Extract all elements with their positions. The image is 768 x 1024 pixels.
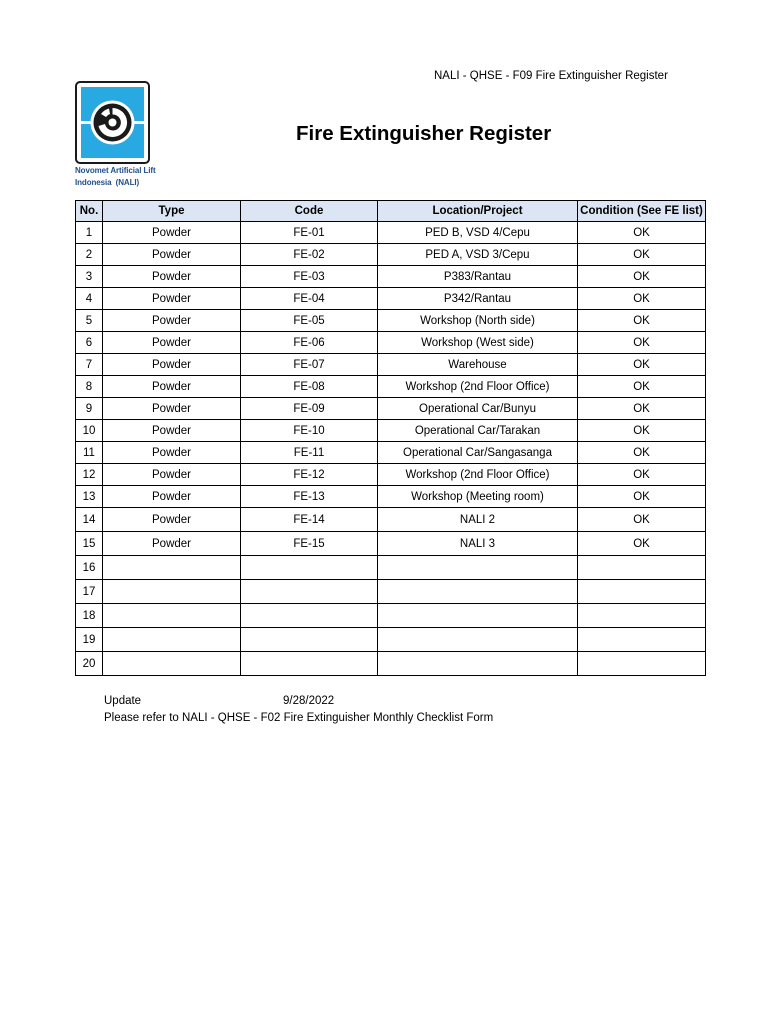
table-row [76, 628, 706, 652]
cell-code[interactable]: FE-09 [241, 398, 378, 420]
cell-code[interactable] [241, 628, 378, 652]
cell-location[interactable] [378, 604, 578, 628]
cell-no[interactable]: 20 [76, 652, 103, 676]
cell-code[interactable]: FE-14 [241, 508, 378, 532]
cell-type[interactable]: Powder [103, 354, 241, 376]
cell-no[interactable]: 14 [76, 508, 103, 532]
cell-location[interactable]: NALI 3 [378, 532, 578, 556]
table-row [76, 532, 706, 556]
cell-condition[interactable]: OK [578, 310, 706, 332]
table-row [76, 556, 706, 580]
cell-no[interactable]: 8 [76, 376, 103, 398]
table-row [76, 266, 706, 288]
cell-condition[interactable]: OK [578, 420, 706, 442]
cell-location[interactable]: Warehouse [378, 354, 578, 376]
cell-type[interactable]: Powder [103, 244, 241, 266]
col-header-condition: Condition (See FE list) [578, 201, 706, 222]
cell-type[interactable]: Powder [103, 464, 241, 486]
table-row [76, 652, 706, 676]
cell-location[interactable] [378, 580, 578, 604]
cell-no[interactable]: 9 [76, 398, 103, 420]
cell-condition[interactable]: OK [578, 222, 706, 244]
cell-condition[interactable]: OK [578, 266, 706, 288]
col-header-location: Location/Project [378, 201, 578, 222]
cell-location[interactable]: P342/Rantau [378, 288, 578, 310]
cell-type[interactable] [103, 556, 241, 580]
cell-no[interactable]: 12 [76, 464, 103, 486]
update-date: 9/28/2022 [283, 695, 335, 707]
cell-code[interactable]: FE-03 [241, 266, 378, 288]
cell-location[interactable]: Workshop (West side) [378, 332, 578, 354]
cell-location[interactable]: Operational Car/Bunyu [378, 398, 578, 420]
table-row [76, 486, 706, 508]
cell-no[interactable]: 5 [76, 310, 103, 332]
cell-location[interactable]: PED B, VSD 4/Cepu [378, 222, 578, 244]
cell-type[interactable]: Powder [103, 310, 241, 332]
cell-location[interactable]: Workshop (2nd Floor Office) [378, 376, 578, 398]
logo-line-2: Indonesia (NALI) [75, 178, 140, 187]
document-code: NALI - QHSE - F09 Fire Extinguisher Register [434, 70, 668, 82]
table-row [76, 464, 706, 486]
cell-type[interactable]: Powder [103, 508, 241, 532]
cell-type[interactable]: Powder [103, 266, 241, 288]
cell-code[interactable]: FE-10 [241, 420, 378, 442]
cell-code[interactable] [241, 604, 378, 628]
col-header-code: Code [241, 201, 378, 222]
table-row [76, 398, 706, 420]
cell-no[interactable]: 15 [76, 532, 103, 556]
cell-condition[interactable]: OK [578, 332, 706, 354]
cell-no[interactable]: 2 [76, 244, 103, 266]
cell-code[interactable]: FE-13 [241, 486, 378, 508]
cell-type[interactable]: Powder [103, 288, 241, 310]
cell-location[interactable]: NALI 2 [378, 508, 578, 532]
cell-type[interactable]: Powder [103, 532, 241, 556]
cell-no[interactable]: 18 [76, 604, 103, 628]
cell-no[interactable]: 6 [76, 332, 103, 354]
cell-type[interactable] [103, 628, 241, 652]
logo-line-1: Novomet Artificial Lift [75, 166, 156, 175]
company-logo [75, 81, 156, 188]
cell-code[interactable]: FE-02 [241, 244, 378, 266]
table-row [76, 288, 706, 310]
cell-code[interactable]: FE-12 [241, 464, 378, 486]
col-header-no: No. [76, 201, 103, 222]
cell-type[interactable] [103, 604, 241, 628]
checklist-note: Please refer to NALI - QHSE - F02 Fire Extinguisher Monthly Checklist Form [104, 712, 494, 724]
cell-condition[interactable]: OK [578, 354, 706, 376]
update-label: Update [104, 695, 142, 707]
cell-type[interactable]: Powder [103, 332, 241, 354]
cell-condition[interactable] [578, 556, 706, 580]
cell-type[interactable] [103, 580, 241, 604]
update-row [104, 695, 404, 712]
table-row [76, 376, 706, 398]
cell-no[interactable]: 4 [76, 288, 103, 310]
cell-code[interactable]: FE-04 [241, 288, 378, 310]
cell-location[interactable]: Workshop (2nd Floor Office) [378, 464, 578, 486]
cell-condition[interactable]: OK [578, 508, 706, 532]
cell-condition[interactable]: OK [578, 398, 706, 420]
cell-condition[interactable]: OK [578, 442, 706, 464]
cell-condition[interactable]: OK [578, 464, 706, 486]
col-header-type: Type [103, 201, 241, 222]
cell-location[interactable]: Workshop (North side) [378, 310, 578, 332]
cell-type[interactable] [103, 652, 241, 676]
table-row [76, 508, 706, 532]
cell-condition[interactable]: OK [578, 244, 706, 266]
cell-no[interactable]: 10 [76, 420, 103, 442]
cell-code[interactable]: FE-08 [241, 376, 378, 398]
cell-location[interactable]: PED A, VSD 3/Cepu [378, 244, 578, 266]
cell-type[interactable]: Powder [103, 442, 241, 464]
cell-type[interactable]: Powder [103, 420, 241, 442]
cell-location[interactable] [378, 628, 578, 652]
table-row [76, 420, 706, 442]
table-row [76, 442, 706, 464]
cell-code[interactable]: FE-05 [241, 310, 378, 332]
cell-code[interactable]: FE-07 [241, 354, 378, 376]
cell-location[interactable]: Operational Car/Sangasanga [378, 442, 578, 464]
table-row [76, 332, 706, 354]
cell-no[interactable]: 16 [76, 556, 103, 580]
page-title: Fire Extinguisher Register [296, 122, 552, 145]
cell-code[interactable] [241, 652, 378, 676]
table-row [76, 222, 706, 244]
cell-no[interactable]: 7 [76, 354, 103, 376]
table-row [76, 604, 706, 628]
cell-code[interactable]: FE-01 [241, 222, 378, 244]
cell-code[interactable]: FE-15 [241, 532, 378, 556]
cell-no[interactable]: 3 [76, 266, 103, 288]
cell-no[interactable]: 17 [76, 580, 103, 604]
cell-no[interactable]: 11 [76, 442, 103, 464]
table-row [76, 354, 706, 376]
table-row [76, 244, 706, 266]
cell-type[interactable]: Powder [103, 486, 241, 508]
nali-logo-icon [81, 87, 144, 158]
cell-type[interactable]: Powder [103, 398, 241, 420]
cell-location[interactable] [378, 556, 578, 580]
cell-code[interactable]: FE-06 [241, 332, 378, 354]
cell-condition[interactable] [578, 652, 706, 676]
cell-no[interactable]: 13 [76, 486, 103, 508]
footer [104, 695, 493, 724]
cell-condition[interactable] [578, 628, 706, 652]
cell-no[interactable]: 1 [76, 222, 103, 244]
cell-condition[interactable]: OK [578, 486, 706, 508]
cell-code[interactable]: FE-11 [241, 442, 378, 464]
cell-no[interactable]: 19 [76, 628, 103, 652]
cell-condition[interactable]: OK [578, 376, 706, 398]
cell-type[interactable]: Powder [103, 222, 241, 244]
cell-condition[interactable]: OK [578, 288, 706, 310]
cell-condition[interactable]: OK [578, 532, 706, 556]
cell-location[interactable] [378, 652, 578, 676]
header-row [76, 201, 706, 222]
register-table [75, 200, 706, 676]
cell-location[interactable]: P383/Rantau [378, 266, 578, 288]
cell-type[interactable]: Powder [103, 376, 241, 398]
cell-location[interactable]: Workshop (Meeting room) [378, 486, 578, 508]
table-row [76, 310, 706, 332]
logo-frame [75, 81, 150, 164]
table-body [76, 222, 706, 676]
cell-condition[interactable] [578, 604, 706, 628]
cell-code[interactable] [241, 556, 378, 580]
cell-condition[interactable] [578, 580, 706, 604]
table-row [76, 580, 706, 604]
cell-location[interactable]: Operational Car/Tarakan [378, 420, 578, 442]
cell-code[interactable] [241, 580, 378, 604]
